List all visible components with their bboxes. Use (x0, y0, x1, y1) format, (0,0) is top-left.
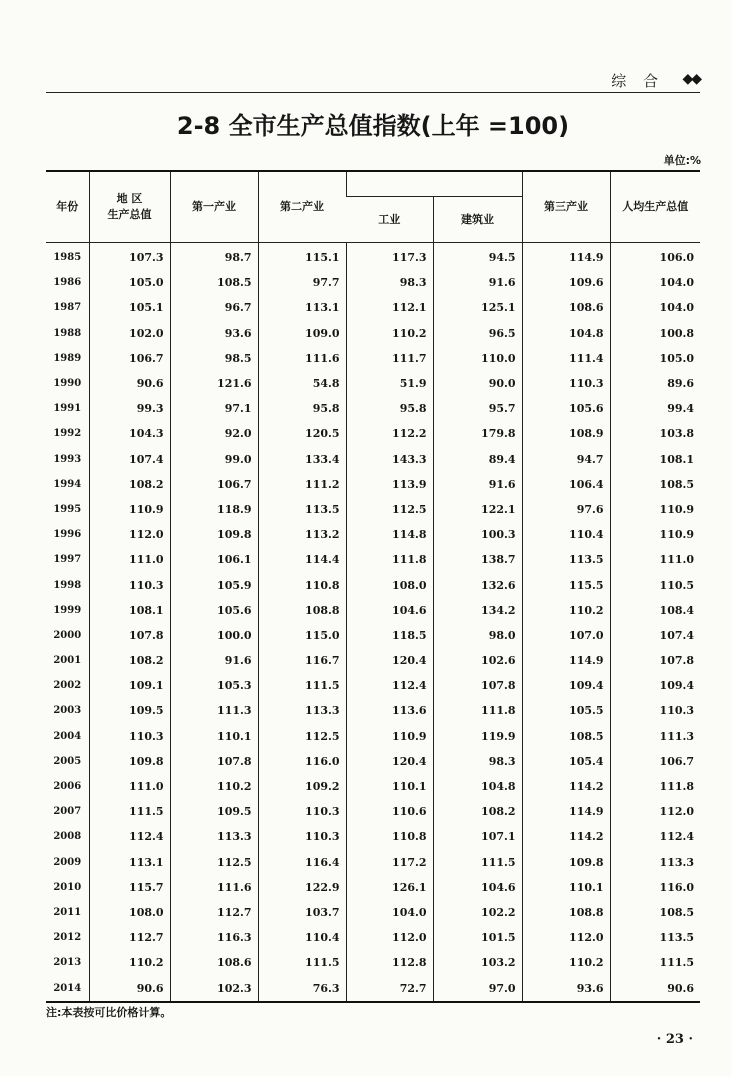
table-row (46, 472, 700, 497)
value-cell: 111.4 (522, 346, 610, 371)
value-cell: 109.5 (170, 799, 258, 824)
value-cell: 108.0 (346, 572, 433, 597)
value-cell: 102.2 (433, 900, 522, 925)
value-cell: 112.0 (610, 799, 700, 824)
value-cell: 108.5 (610, 900, 700, 925)
value-cell: 101.5 (433, 925, 522, 950)
value-cell: 97.1 (170, 396, 258, 421)
year-cell: 1986 (53, 277, 82, 289)
value-cell: 117.3 (346, 243, 433, 271)
value-cell: 98.3 (433, 749, 522, 774)
value-cell: 111.5 (433, 850, 522, 875)
year-cell: 2003 (53, 705, 82, 717)
value-cell: 113.3 (258, 698, 346, 723)
value-cell: 107.3 (89, 243, 170, 271)
value-cell: 108.2 (89, 648, 170, 673)
value-cell: 106.7 (170, 472, 258, 497)
value-cell: 107.8 (89, 623, 170, 648)
col-header-gdp-text: 地 区 生产总值 (107, 192, 152, 221)
year-cell: 1987 (53, 302, 82, 314)
value-cell: 109.1 (89, 673, 170, 698)
value-cell: 133.4 (258, 447, 346, 472)
value-cell: 104.6 (433, 875, 522, 900)
value-cell: 110.3 (258, 799, 346, 824)
value-cell: 110.5 (610, 572, 700, 597)
value-cell: 111.0 (89, 547, 170, 572)
value-cell: 110.4 (258, 925, 346, 950)
page-number: · 23 · (656, 1032, 693, 1047)
value-cell: 89.6 (610, 371, 700, 396)
value-cell: 100.3 (433, 522, 522, 547)
value-cell: 106.7 (610, 749, 700, 774)
value-cell: 108.5 (610, 472, 700, 497)
value-cell: 110.2 (89, 950, 170, 975)
value-cell: 110.0 (433, 346, 522, 371)
value-cell: 109.0 (258, 321, 346, 346)
year-cell: 2008 (53, 831, 82, 843)
col-header-industry: 工业 (346, 197, 433, 243)
table-row (46, 824, 700, 849)
value-cell: 104.3 (89, 421, 170, 446)
value-cell: 111.8 (346, 547, 433, 572)
value-cell: 97.7 (258, 270, 346, 295)
value-cell: 104.6 (346, 598, 433, 623)
value-cell: 103.7 (258, 900, 346, 925)
table-row (46, 648, 700, 673)
value-cell: 108.8 (258, 598, 346, 623)
value-cell: 103.8 (610, 421, 700, 446)
value-cell: 115.0 (258, 623, 346, 648)
value-cell: 105.4 (522, 749, 610, 774)
year-cell: 2004 (53, 730, 82, 742)
table-row (46, 346, 700, 371)
section-header (490, 70, 700, 92)
value-cell: 116.7 (258, 648, 346, 673)
value-cell: 93.6 (170, 321, 258, 346)
value-cell: 108.2 (89, 472, 170, 497)
value-cell: 116.4 (258, 850, 346, 875)
year-cell: 1996 (53, 529, 82, 541)
year-cell: 1989 (53, 352, 82, 364)
table-row (46, 243, 700, 271)
table-row (46, 900, 700, 925)
value-cell: 96.7 (170, 295, 258, 320)
value-cell: 108.8 (522, 900, 610, 925)
value-cell: 108.6 (522, 295, 610, 320)
value-cell: 111.6 (170, 875, 258, 900)
value-cell: 143.3 (346, 447, 433, 472)
value-cell: 114.9 (522, 648, 610, 673)
value-cell: 106.0 (610, 243, 700, 271)
value-cell: 110.1 (170, 724, 258, 749)
value-cell: 112.4 (610, 824, 700, 849)
value-cell: 115.5 (522, 572, 610, 597)
year-cell: 1990 (53, 378, 82, 390)
value-cell: 97.0 (433, 975, 522, 1001)
value-cell: 91.6 (170, 648, 258, 673)
value-cell: 112.8 (346, 950, 433, 975)
year-cell: 1988 (53, 327, 82, 339)
value-cell: 105.6 (522, 396, 610, 421)
value-cell: 118.5 (346, 623, 433, 648)
value-cell: 105.1 (89, 295, 170, 320)
value-cell: 108.6 (170, 950, 258, 975)
value-cell: 102.6 (433, 648, 522, 673)
col-header-year: 年份 (46, 171, 89, 243)
value-cell: 120.4 (346, 749, 433, 774)
value-cell: 112.2 (346, 421, 433, 446)
value-cell: 110.8 (258, 572, 346, 597)
value-cell: 97.6 (522, 497, 610, 522)
table-row (46, 975, 700, 1001)
year-cell: 1992 (53, 428, 82, 440)
value-cell: 110.3 (89, 724, 170, 749)
value-cell: 115.1 (258, 243, 346, 271)
header-rule (46, 92, 700, 93)
value-cell: 51.9 (346, 371, 433, 396)
value-cell: 93.6 (522, 975, 610, 1001)
year-cell: 2005 (53, 755, 82, 767)
value-cell: 134.2 (433, 598, 522, 623)
value-cell: 107.4 (610, 623, 700, 648)
value-cell: 125.1 (433, 295, 522, 320)
year-cell: 2007 (53, 806, 82, 818)
value-cell: 98.0 (433, 623, 522, 648)
year-cell: 2001 (53, 655, 82, 667)
value-cell: 106.4 (522, 472, 610, 497)
value-cell: 109.8 (522, 850, 610, 875)
value-cell: 112.5 (258, 724, 346, 749)
table-row (46, 850, 700, 875)
value-cell: 108.1 (610, 447, 700, 472)
table-row (46, 270, 700, 295)
value-cell: 99.0 (170, 447, 258, 472)
value-cell: 111.3 (170, 698, 258, 723)
year-cell: 2006 (53, 781, 82, 793)
value-cell: 122.1 (433, 497, 522, 522)
value-cell: 113.5 (522, 547, 610, 572)
value-cell: 112.7 (170, 900, 258, 925)
value-cell: 111.0 (610, 547, 700, 572)
value-cell: 110.9 (89, 497, 170, 522)
value-cell: 110.3 (89, 572, 170, 597)
table-row (46, 321, 700, 346)
year-cell: 2002 (53, 680, 82, 692)
section-label: 综 合 (611, 72, 664, 90)
value-cell: 126.1 (346, 875, 433, 900)
value-cell: 72.7 (346, 975, 433, 1001)
year-cell: 1994 (53, 478, 82, 490)
value-cell: 112.1 (346, 295, 433, 320)
value-cell: 112.7 (89, 925, 170, 950)
col-header-secondary: 第二产业 (258, 171, 346, 243)
value-cell: 112.0 (346, 925, 433, 950)
value-cell: 114.9 (522, 799, 610, 824)
value-cell: 99.3 (89, 396, 170, 421)
value-cell: 114.2 (522, 774, 610, 799)
year-cell: 1997 (53, 554, 82, 566)
footnote: 注:本表按可比价格计算。 (46, 1006, 172, 1019)
value-cell: 108.5 (170, 270, 258, 295)
value-cell: 112.0 (522, 925, 610, 950)
table-row (46, 547, 700, 572)
value-cell: 110.9 (610, 522, 700, 547)
value-cell: 111.3 (610, 724, 700, 749)
value-cell: 104.0 (610, 295, 700, 320)
value-cell: 113.3 (610, 850, 700, 875)
value-cell: 113.1 (89, 850, 170, 875)
value-cell: 106.1 (170, 547, 258, 572)
table-row (46, 447, 700, 472)
value-cell: 113.9 (346, 472, 433, 497)
table-row (46, 673, 700, 698)
value-cell: 98.3 (346, 270, 433, 295)
value-cell: 111.8 (433, 698, 522, 723)
value-cell: 112.4 (89, 824, 170, 849)
value-cell: 108.9 (522, 421, 610, 446)
value-cell: 109.4 (610, 673, 700, 698)
value-cell: 108.0 (89, 900, 170, 925)
value-cell: 107.1 (433, 824, 522, 849)
value-cell: 116.3 (170, 925, 258, 950)
value-cell: 102.3 (170, 975, 258, 1001)
value-cell: 107.4 (89, 447, 170, 472)
value-cell: 105.5 (522, 698, 610, 723)
year-cell: 2009 (53, 856, 82, 868)
value-cell: 95.8 (258, 396, 346, 421)
value-cell: 96.5 (433, 321, 522, 346)
table-row (46, 598, 700, 623)
value-cell: 107.8 (433, 673, 522, 698)
value-cell: 111.7 (346, 346, 433, 371)
value-cell: 95.8 (346, 396, 433, 421)
table-row (46, 295, 700, 320)
value-cell: 179.8 (433, 421, 522, 446)
value-cell: 121.6 (170, 371, 258, 396)
value-cell: 114.4 (258, 547, 346, 572)
value-cell: 122.9 (258, 875, 346, 900)
value-cell: 90.6 (610, 975, 700, 1001)
value-cell: 112.0 (89, 522, 170, 547)
year-cell: 2010 (53, 881, 82, 893)
value-cell: 138.7 (433, 547, 522, 572)
value-cell: 105.3 (170, 673, 258, 698)
value-cell: 115.7 (89, 875, 170, 900)
value-cell: 108.4 (610, 598, 700, 623)
value-cell: 108.2 (433, 799, 522, 824)
value-cell: 98.7 (170, 243, 258, 271)
value-cell: 104.0 (346, 900, 433, 925)
value-cell: 114.2 (522, 824, 610, 849)
value-cell: 54.8 (258, 371, 346, 396)
value-cell: 92.0 (170, 421, 258, 446)
value-cell: 102.0 (89, 321, 170, 346)
value-cell: 132.6 (433, 572, 522, 597)
table-row (46, 950, 700, 975)
value-cell: 89.4 (433, 447, 522, 472)
table-row (46, 371, 700, 396)
year-cell: 1991 (53, 403, 82, 415)
value-cell: 111.6 (258, 346, 346, 371)
year-cell: 1999 (53, 604, 82, 616)
value-cell: 110.2 (170, 774, 258, 799)
value-cell: 91.6 (433, 472, 522, 497)
value-cell: 105.0 (89, 270, 170, 295)
value-cell: 113.6 (346, 698, 433, 723)
value-cell: 111.2 (258, 472, 346, 497)
table-row (46, 698, 700, 723)
table-row (46, 875, 700, 900)
table-row (46, 421, 700, 446)
value-cell: 110.2 (522, 950, 610, 975)
page-title: 2-8 全市生产总值指数(上年 =100) (176, 112, 570, 140)
col-header-tertiary: 第三产业 (522, 171, 610, 243)
table-row (46, 497, 700, 522)
value-cell: 107.8 (610, 648, 700, 673)
value-cell: 109.8 (170, 522, 258, 547)
value-cell: 116.0 (610, 875, 700, 900)
col-header-secondary-group (346, 171, 522, 197)
value-cell: 111.5 (258, 950, 346, 975)
value-cell: 110.9 (610, 497, 700, 522)
value-cell: 108.1 (89, 598, 170, 623)
value-cell: 114.9 (522, 243, 610, 271)
value-cell: 110.3 (610, 698, 700, 723)
value-cell: 90.0 (433, 371, 522, 396)
value-cell: 98.5 (170, 346, 258, 371)
value-cell: 113.5 (258, 497, 346, 522)
value-cell: 116.0 (258, 749, 346, 774)
value-cell: 110.4 (522, 522, 610, 547)
value-cell: 112.4 (346, 673, 433, 698)
diamond-icon: ◆◆ (682, 71, 700, 87)
value-cell: 104.8 (433, 774, 522, 799)
value-cell: 108.5 (522, 724, 610, 749)
value-cell: 104.0 (610, 270, 700, 295)
table-body (46, 243, 700, 1002)
value-cell: 110.1 (522, 875, 610, 900)
value-cell: 110.1 (346, 774, 433, 799)
value-cell: 105.9 (170, 572, 258, 597)
value-cell: 100.8 (610, 321, 700, 346)
table-row (46, 572, 700, 597)
value-cell: 104.8 (522, 321, 610, 346)
value-cell: 113.5 (610, 925, 700, 950)
year-cell: 1995 (53, 503, 82, 515)
table-row (46, 724, 700, 749)
value-cell: 111.0 (89, 774, 170, 799)
value-cell: 95.7 (433, 396, 522, 421)
value-cell: 109.6 (522, 270, 610, 295)
value-cell: 105.6 (170, 598, 258, 623)
value-cell: 103.2 (433, 950, 522, 975)
year-cell: 2012 (53, 932, 82, 944)
value-cell: 107.8 (170, 749, 258, 774)
col-header-gdp (89, 171, 170, 243)
value-cell: 114.8 (346, 522, 433, 547)
col-header-per-capita: 人均生产总值 (610, 171, 700, 243)
value-cell: 118.9 (170, 497, 258, 522)
value-cell: 109.5 (89, 698, 170, 723)
value-cell: 111.5 (610, 950, 700, 975)
year-cell: 2011 (53, 906, 82, 918)
value-cell: 109.2 (258, 774, 346, 799)
table-row (46, 396, 700, 421)
value-cell: 113.3 (170, 824, 258, 849)
table-row (46, 799, 700, 824)
value-cell: 94.5 (433, 243, 522, 271)
year-cell: 1985 (53, 252, 82, 264)
year-cell: 2013 (53, 957, 82, 969)
year-cell: 1998 (53, 579, 82, 591)
year-cell: 2000 (53, 629, 82, 641)
value-cell: 110.2 (346, 321, 433, 346)
value-cell: 106.7 (89, 346, 170, 371)
year-cell: 1993 (53, 453, 82, 465)
table-row (46, 925, 700, 950)
value-cell: 91.6 (433, 270, 522, 295)
value-cell: 112.5 (346, 497, 433, 522)
table-row (46, 623, 700, 648)
unit-label: 单位:% (663, 154, 701, 167)
value-cell: 112.5 (170, 850, 258, 875)
table-row (46, 522, 700, 547)
value-cell: 100.0 (170, 623, 258, 648)
value-cell: 109.4 (522, 673, 610, 698)
value-cell: 94.7 (522, 447, 610, 472)
year-cell: 2014 (46, 975, 89, 1001)
value-cell: 110.9 (346, 724, 433, 749)
value-cell: 111.5 (89, 799, 170, 824)
value-cell: 105.0 (610, 346, 700, 371)
value-cell: 113.2 (258, 522, 346, 547)
value-cell: 99.4 (610, 396, 700, 421)
col-header-construction: 建筑业 (433, 197, 522, 243)
value-cell: 109.8 (89, 749, 170, 774)
value-cell: 119.9 (433, 724, 522, 749)
value-cell: 111.8 (610, 774, 700, 799)
value-cell: 110.2 (522, 598, 610, 623)
col-header-primary: 第一产业 (170, 171, 258, 243)
value-cell: 90.6 (89, 975, 170, 1001)
table-row (46, 749, 700, 774)
value-cell: 110.3 (258, 824, 346, 849)
value-cell: 107.0 (522, 623, 610, 648)
table-row (46, 774, 700, 799)
value-cell: 76.3 (258, 975, 346, 1001)
gdp-index-table (46, 170, 700, 1003)
value-cell: 113.1 (258, 295, 346, 320)
value-cell: 110.3 (522, 371, 610, 396)
value-cell: 120.5 (258, 421, 346, 446)
value-cell: 111.5 (258, 673, 346, 698)
value-cell: 120.4 (346, 648, 433, 673)
value-cell: 110.6 (346, 799, 433, 824)
value-cell: 110.8 (346, 824, 433, 849)
value-cell: 117.2 (346, 850, 433, 875)
value-cell: 90.6 (89, 371, 170, 396)
